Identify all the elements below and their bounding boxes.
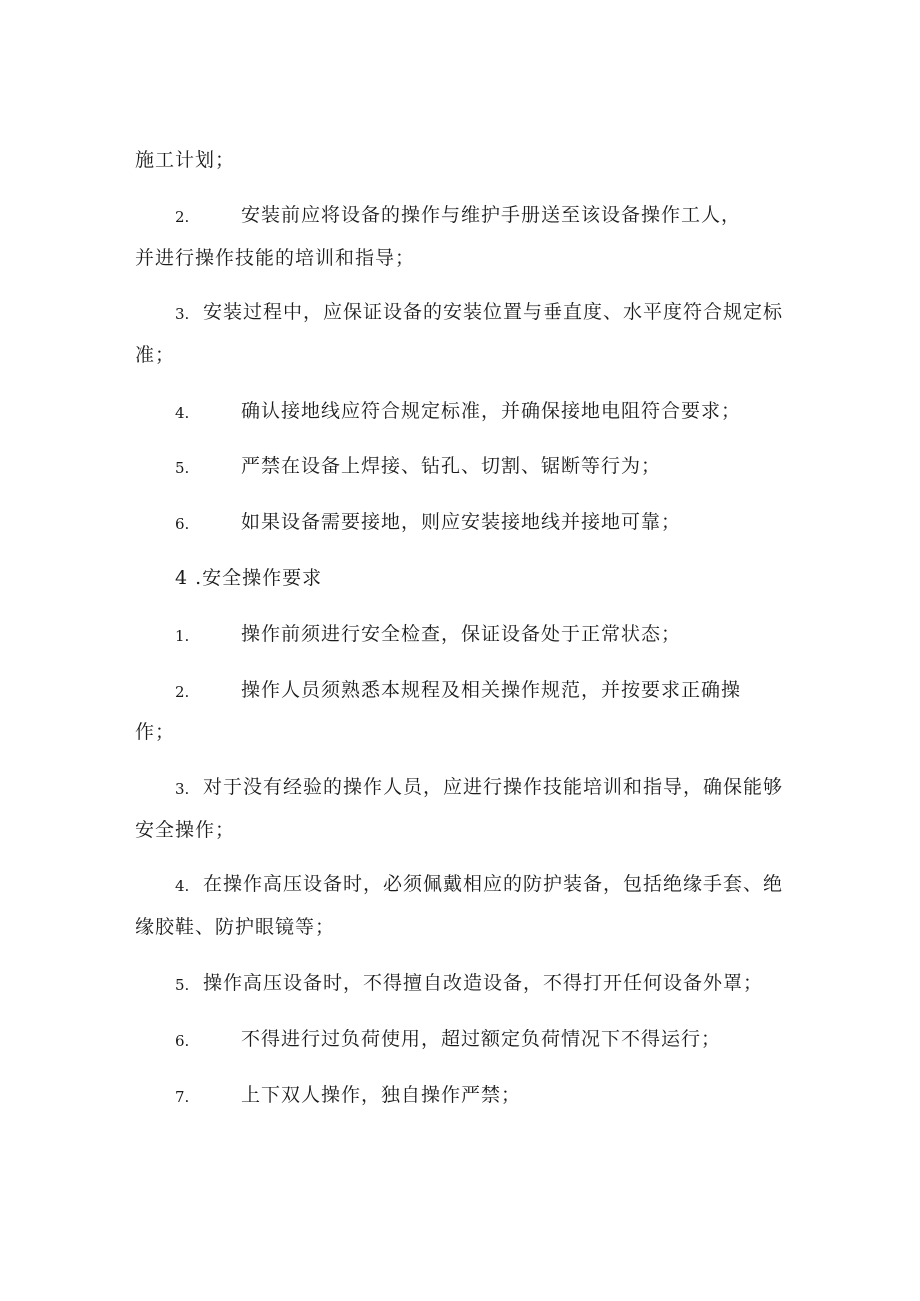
item-number: 3. bbox=[175, 305, 190, 323]
text-line: 安装过程中，应保证设备的安装位置与垂直度、水平度符合规定标 bbox=[203, 301, 784, 323]
text-line: 准； bbox=[135, 344, 176, 366]
text-line: 操作高压设备时，不得擅自改造设备，不得打开任何设备外罩； bbox=[203, 972, 764, 994]
text-line: 操作人员须熟悉本规程及相关操作规范，并按要求正确操 bbox=[241, 679, 742, 701]
item-number: 5. bbox=[175, 459, 190, 477]
item-number: 2. bbox=[175, 208, 190, 226]
item-number: 1. bbox=[175, 627, 190, 645]
item-number: 7. bbox=[175, 1088, 190, 1106]
text-line: 安装前应将设备的操作与维护手册送至该设备操作工人， bbox=[241, 204, 742, 226]
item-number: 4. bbox=[175, 404, 190, 422]
text-line: 对于没有经验的操作人员，应进行操作技能培训和指导，确保能够 bbox=[203, 776, 784, 798]
item-number: 3. bbox=[175, 780, 190, 798]
text-line: 安全操作； bbox=[135, 819, 236, 841]
text-line: 缘胶鞋、防护眼镜等； bbox=[135, 916, 336, 938]
text-line: 上下双人操作，独自操作严禁； bbox=[241, 1084, 522, 1106]
text-line: 在操作高压设备时，必须佩戴相应的防护装备，包括绝缘手套、绝 bbox=[203, 873, 784, 895]
item-number: 2. bbox=[175, 683, 190, 701]
text-line: 施工计划； bbox=[135, 149, 236, 171]
section-heading: 4 .安全操作要求 bbox=[175, 567, 323, 589]
text-line: 不得进行过负荷使用，超过额定负荷情况下不得运行； bbox=[241, 1028, 722, 1050]
text-line: 严禁在设备上焊接、钻孔、切割、锯断等行为； bbox=[241, 455, 662, 477]
text-line: 并进行操作技能的培训和指导； bbox=[135, 247, 416, 269]
text-line: 确认接地线应符合规定标准，并确保接地电阻符合要求； bbox=[241, 400, 742, 422]
text-line: 作； bbox=[135, 721, 176, 743]
text-line: 如果设备需要接地，则应安装接地线并接地可靠； bbox=[241, 511, 682, 533]
text-line: 操作前须进行安全检查，保证设备处于正常状态； bbox=[241, 623, 682, 645]
item-number: 6. bbox=[175, 515, 190, 533]
item-number: 6. bbox=[175, 1032, 190, 1050]
item-number: 5. bbox=[175, 976, 190, 994]
item-number: 4. bbox=[175, 877, 190, 895]
